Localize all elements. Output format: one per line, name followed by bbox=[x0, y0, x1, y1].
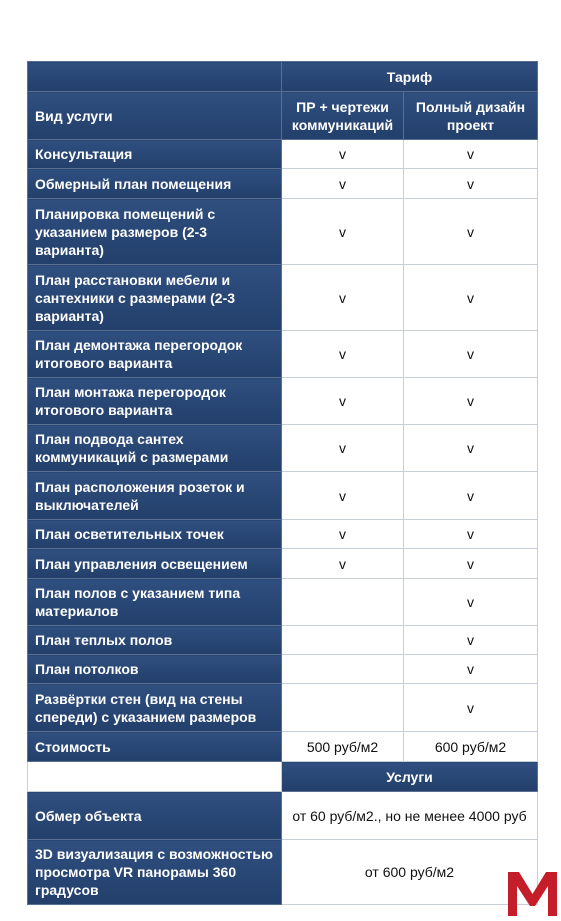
services-header: Услуги bbox=[282, 762, 538, 792]
table-row bbox=[28, 626, 538, 655]
service-name: План подвода сантех коммуникаций с размерами bbox=[28, 425, 282, 472]
service-row bbox=[28, 840, 538, 905]
table-row bbox=[28, 199, 538, 265]
service-name: Обмерный план помещения bbox=[28, 169, 282, 199]
table-row bbox=[28, 265, 538, 331]
service-column-header: Вид услуги bbox=[28, 92, 282, 140]
check-mark: v bbox=[282, 265, 404, 331]
check-mark bbox=[282, 626, 404, 655]
service-name: План демонтажа перегородок итогового варианта bbox=[28, 331, 282, 378]
table-row bbox=[28, 378, 538, 425]
table-row bbox=[28, 684, 538, 732]
check-mark: v bbox=[404, 549, 538, 579]
pricing-table bbox=[27, 61, 538, 905]
table-row bbox=[28, 549, 538, 579]
check-mark: v bbox=[282, 331, 404, 378]
service-name: Обмер объекта bbox=[28, 792, 282, 840]
check-mark: v bbox=[404, 265, 538, 331]
check-mark: v bbox=[404, 331, 538, 378]
service-name: План управления освещением bbox=[28, 549, 282, 579]
tariff-header-row bbox=[28, 62, 538, 92]
service-name: План расстановки мебели и сантехники с размерами (2-3 варианта) bbox=[28, 265, 282, 331]
table-row bbox=[28, 140, 538, 169]
blank-cell bbox=[28, 762, 282, 792]
check-mark: v bbox=[404, 626, 538, 655]
check-mark: v bbox=[282, 520, 404, 549]
cost-label: Стоимость bbox=[28, 732, 282, 762]
check-mark bbox=[282, 579, 404, 626]
tariff-header: Тариф bbox=[282, 62, 538, 92]
service-price: от 60 руб/м2., но не менее 4000 руб bbox=[282, 792, 538, 840]
plan-full-header: Полный дизайн проект bbox=[404, 92, 538, 140]
check-mark: v bbox=[282, 549, 404, 579]
check-mark: v bbox=[404, 140, 538, 169]
service-price: от 600 руб/м2 bbox=[282, 840, 538, 905]
check-mark: v bbox=[282, 169, 404, 199]
service-name: План потолков bbox=[28, 655, 282, 684]
service-name: План полов с указанием типа материалов bbox=[28, 579, 282, 626]
check-mark: v bbox=[404, 378, 538, 425]
check-mark bbox=[282, 655, 404, 684]
check-mark: v bbox=[404, 472, 538, 520]
table-row bbox=[28, 655, 538, 684]
cost-full: 600 руб/м2 bbox=[404, 732, 538, 762]
check-mark: v bbox=[404, 520, 538, 549]
plan-basic-header: ПР + чертежи коммуникаций bbox=[282, 92, 404, 140]
check-mark: v bbox=[404, 579, 538, 626]
check-mark: v bbox=[282, 140, 404, 169]
corner-cell bbox=[28, 62, 282, 92]
service-name: План монтажа перегородок итогового варианта bbox=[28, 378, 282, 425]
check-mark: v bbox=[404, 199, 538, 265]
check-mark: v bbox=[282, 472, 404, 520]
check-mark: v bbox=[404, 655, 538, 684]
check-mark: v bbox=[404, 684, 538, 732]
m-logo-icon bbox=[508, 872, 557, 916]
table-row bbox=[28, 472, 538, 520]
service-name: План осветительных точек bbox=[28, 520, 282, 549]
service-name: Консультация bbox=[28, 140, 282, 169]
table-row bbox=[28, 520, 538, 549]
check-mark: v bbox=[282, 378, 404, 425]
brand-logo bbox=[508, 872, 557, 916]
service-row bbox=[28, 792, 538, 840]
table-row bbox=[28, 425, 538, 472]
service-name: План теплых полов bbox=[28, 626, 282, 655]
service-name: Развёртки стен (вид на стены спереди) с указанием размеров bbox=[28, 684, 282, 732]
cost-row bbox=[28, 732, 538, 762]
table-row bbox=[28, 331, 538, 378]
service-name: План расположения розеток и выключателей bbox=[28, 472, 282, 520]
service-name: Планировка помещений с указанием размеров (2-3 варианта) bbox=[28, 199, 282, 265]
table-row bbox=[28, 169, 538, 199]
services-header-row bbox=[28, 762, 538, 792]
plans-header-row bbox=[28, 92, 538, 140]
cost-basic: 500 руб/м2 bbox=[282, 732, 404, 762]
check-mark bbox=[282, 684, 404, 732]
logo-mark bbox=[508, 872, 557, 916]
table-row bbox=[28, 579, 538, 626]
check-mark: v bbox=[282, 199, 404, 265]
check-mark: v bbox=[282, 425, 404, 472]
check-mark: v bbox=[404, 425, 538, 472]
check-mark: v bbox=[404, 169, 538, 199]
service-name: 3D визуализация с возможностью просмотра VR панорамы 360 градусов bbox=[28, 840, 282, 905]
